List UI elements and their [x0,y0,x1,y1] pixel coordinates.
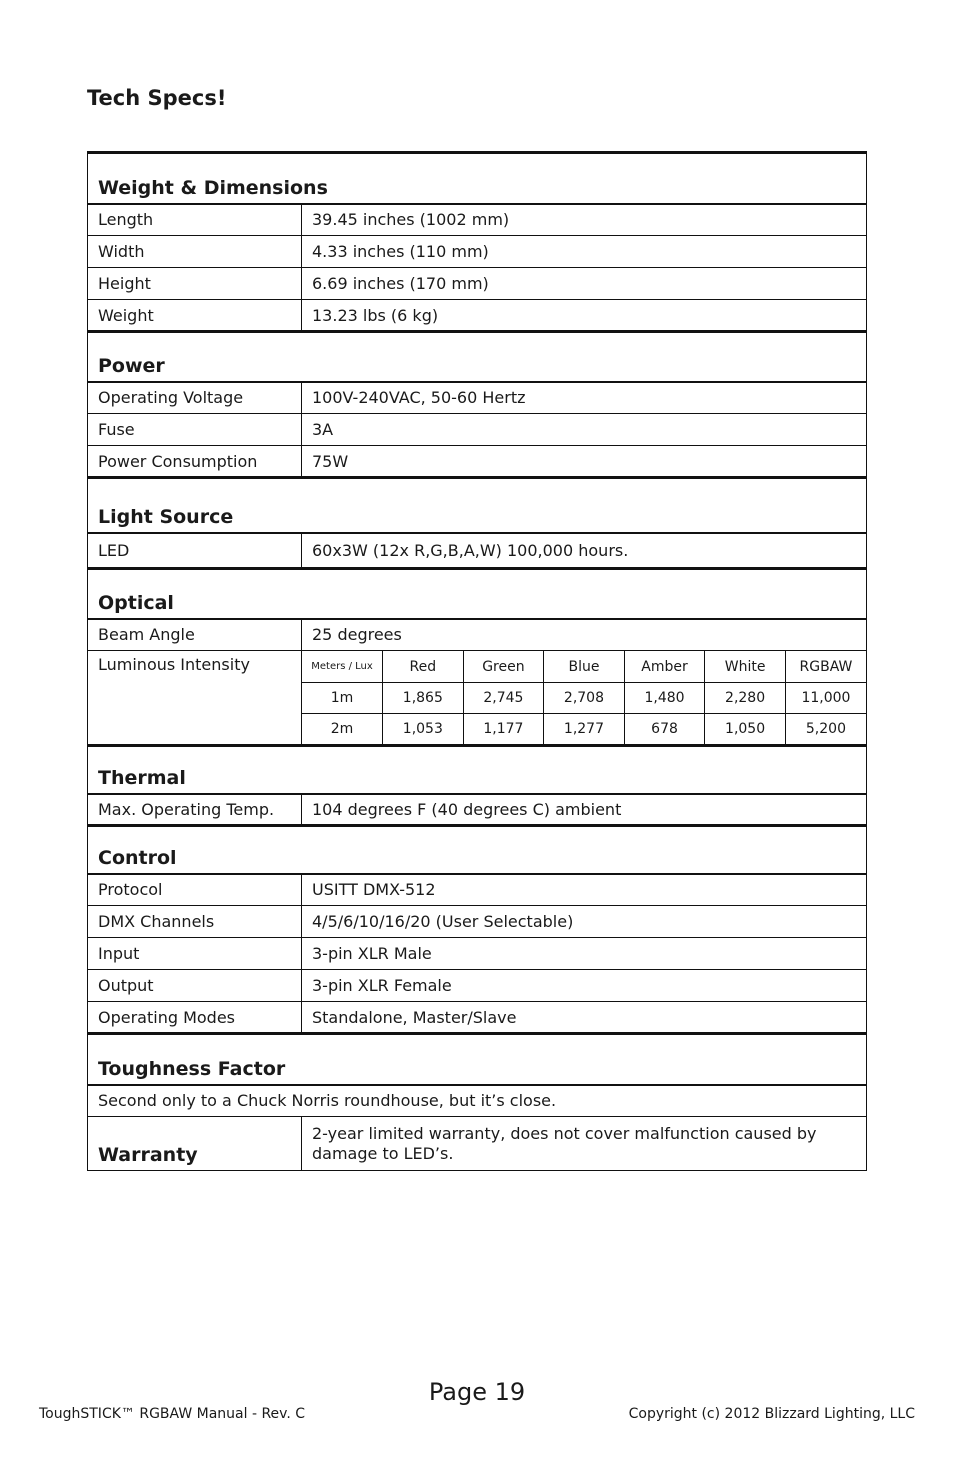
spec-label: Protocol [88,874,302,906]
spec-value: 3-pin XLR Female [302,970,867,1002]
lux-cell: 1m [302,683,383,714]
spec-row [88,446,867,478]
spec-label: Max. Operating Temp. [88,794,302,826]
spec-label: Width [88,236,302,268]
spec-value: 6.69 inches (170 mm) [302,268,867,300]
lux-cell: 2m [302,714,383,745]
spec-label: Power Consumption [88,446,302,478]
lux-row [302,714,866,745]
spec-label: Input [88,938,302,970]
spec-row [88,204,867,236]
lux-cell: 1,480 [624,683,705,714]
spec-row [88,300,867,332]
lux-cell: 1,050 [705,714,786,745]
luminous-intensity-table [302,651,866,744]
spec-row-warranty [88,1117,867,1171]
lux-header-cell: Meters / Lux [302,651,383,683]
spec-row [88,970,867,1002]
section-heading-toughness: Toughness Factor [88,1034,867,1085]
spec-value: USITT DMX-512 [302,874,867,906]
lux-header-cell: RGBAW [785,651,866,683]
spec-value: Standalone, Master/Slave [302,1002,867,1034]
spec-label: LED [88,533,302,569]
spec-value: 4.33 inches (110 mm) [302,236,867,268]
spec-value: 39.45 inches (1002 mm) [302,204,867,236]
spec-value: 60x3W (12x R,G,B,A,W) 100,000 hours. [302,533,867,569]
spec-label: Weight [88,300,302,332]
spec-value: 25 degrees [302,619,867,651]
spec-value: 100V-240VAC, 50-60 Hertz [302,382,867,414]
lux-cell: 2,280 [705,683,786,714]
warranty-heading: Warranty [88,1117,302,1171]
spec-row-toughness [88,1085,867,1117]
spec-value: 104 degrees F (40 degrees C) ambient [302,794,867,826]
section-heading-weight: Weight & Dimensions [88,153,867,204]
lux-header-row [302,651,866,683]
spec-row [88,382,867,414]
lux-row [302,683,866,714]
lux-header-cell: White [705,651,786,683]
section-heading-thermal: Thermal [88,746,867,794]
spec-label: Length [88,204,302,236]
spec-value: 3-pin XLR Male [302,938,867,970]
spec-label: Luminous Intensity [88,651,302,746]
spec-row [88,533,867,569]
footer-copyright: Copyright (c) 2012 Blizzard Lighting, LLC [628,1406,915,1422]
spec-row [88,906,867,938]
lux-cell: 5,200 [805,721,846,737]
page-number: Page 19 [428,1378,526,1406]
lux-cell: 2,745 [463,683,544,714]
spec-label: Operating Modes [88,1002,302,1034]
spec-label: Height [88,268,302,300]
lux-header-cell: Blue [544,651,625,683]
lux-cell: 2,708 [544,683,625,714]
spec-value: 75W [302,446,867,478]
spec-value: 13.23 lbs (6 kg) [302,300,867,332]
spec-row [88,1002,867,1034]
spec-row [88,619,867,651]
spec-table [87,151,867,1171]
lux-cell: 11,000 [785,683,866,714]
footer-manual-title: ToughSTICK™ RGBAW Manual - Rev. C [39,1406,306,1422]
lux-header-cell: Red [383,651,464,683]
spec-value: 4/5/6/10/16/20 (User Selectable) [302,906,867,938]
spec-label: Fuse [88,414,302,446]
lux-cell: 1,865 [383,683,464,714]
spec-row [88,938,867,970]
lux-cell: 1,053 [383,714,464,745]
lux-cell: 678 [624,714,705,745]
spec-row [88,794,867,826]
spec-label: Operating Voltage [88,382,302,414]
spec-row [88,874,867,906]
warranty-text: 2-year limited warranty, does not cover malfunction caused by damage to LED’s. [302,1117,867,1171]
section-heading-optical: Optical [88,569,867,619]
section-heading-power: Power [88,332,867,382]
spec-row [88,414,867,446]
lux-header-cell: Green [463,651,544,683]
spec-row [88,268,867,300]
spec-label: Beam Angle [88,619,302,651]
lux-cell: 1,177 [463,714,544,745]
lux-header-cell: Amber [624,651,705,683]
toughness-text: Second only to a Chuck Norris roundhouse, but it’s close. [88,1085,867,1117]
section-heading-control: Control [88,826,867,874]
lux-cell: 1,277 [544,714,625,745]
spec-row-luminous-intensity [88,651,867,746]
spec-label: DMX Channels [88,906,302,938]
page-title: Tech Specs! [87,86,227,110]
section-heading-light-source: Light Source [88,478,867,533]
spec-row [88,236,867,268]
spec-label: Output [88,970,302,1002]
spec-value: 3A [302,414,867,446]
